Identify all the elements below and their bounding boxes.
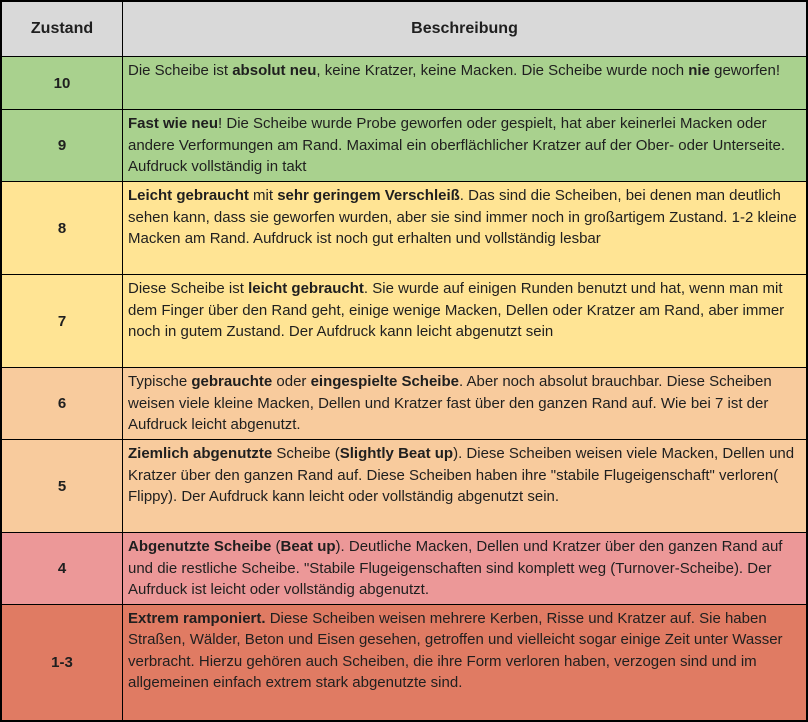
- table-row: [2, 440, 806, 533]
- grade-cell: 9: [2, 110, 123, 181]
- table-row: [2, 368, 806, 440]
- table-row: [2, 533, 806, 605]
- table-body: [2, 57, 806, 720]
- description-cell: Abgenutzte Scheibe (Beat up). Deutliche Macken, Dellen und Kratzer über den ganzen Rand auf und die restliche Scheibe. "Stabile Flugeigenschaften sind komplett weg (Turnover-Scheibe). Der Aufrduck ist leicht oder vollständig abgenutzt.: [128, 538, 783, 598]
- header-beschreibung: Beschreibung: [411, 20, 518, 37]
- grade-cell: 1-3: [2, 605, 123, 720]
- grade-cell: 7: [2, 275, 123, 367]
- grade-cell: 10: [2, 57, 123, 109]
- table-row: [2, 182, 806, 275]
- table-header-row: [2, 2, 806, 57]
- description-cell: Fast wie neu! Die Scheibe wurde Probe geworfen oder gespielt, hat aber keinerlei Macken oder andere Verformungen am Rand. Maximal ein oberflächlicher Kratzer auf der Ober- oder Unterseite. Aufdruck vollständig in takt: [128, 115, 785, 175]
- description-cell: Die Scheibe ist absolut neu, keine Kratzer, keine Macken. Die Scheibe wurde noch nie geworfen!: [128, 62, 780, 79]
- description-cell: Extrem ramponiert. Diese Scheiben weisen mehrere Kerben, Risse und Kratzer auf. Sie haben Straßen, Wälder, Beton und Eisen gesehen, getroffen und vielleicht sogar einige Zeit unter Wasser verbracht. Hierzu gehören auch Scheiben, die ihre Form verloren haben, verzogen sind und im allgemeinen einfach extrem stark abgenutzte sind.: [128, 609, 783, 691]
- description-cell: Typische gebrauchte oder eingespielte Scheibe. Aber noch absolut brauchbar. Diese Scheiben weisen viele kleine Macken, Dellen und Kratzer fast über den ganzen Rand auf. Wie bei 7 ist der Aufdruck leicht abgenutzt.: [128, 373, 772, 433]
- grade-cell: 4: [2, 533, 123, 604]
- grade-cell: 6: [2, 368, 123, 439]
- description-cell: Ziemlich abgenutzte Scheibe (Slightly Beat up). Diese Scheiben weisen viele Macken, Dellen und Kratzer über den ganzen Rand auf. Diese Scheiben haben ihre "stabile Flugeigenschaft" verloren( Flippy). Der Aufdruck kann leicht oder vollständig abgenutzt sein.: [128, 445, 795, 505]
- table-row: [2, 605, 806, 720]
- table-row: [2, 110, 806, 182]
- grade-cell: 8: [2, 182, 123, 274]
- description-cell: Diese Scheibe ist leicht gebraucht. Sie wurde auf einigen Runden benutzt und hat, wenn man mit dem Finger über den Rand geht, einige wenige Macken, Dellen oder Kratzer am Rand, aber immer noch in gutem Zustand. Der Aufdruck kann leicht abgenutzt sein: [128, 280, 785, 340]
- table-row: [2, 57, 806, 110]
- grade-cell: 5: [2, 440, 123, 532]
- description-cell: Leicht gebraucht mit sehr geringem Verschleiß. Das sind die Scheiben, bei denen man deutlich sehen kann, dass sie geworfen wurden, aber sie sind immer noch in großartigem Zustand. 1-2 kleine Macken am Rand. Aufdruck ist noch gut erhalten und vollständig lesbar: [128, 187, 797, 247]
- header-zustand: Zustand: [2, 2, 123, 56]
- table-row: [2, 275, 806, 368]
